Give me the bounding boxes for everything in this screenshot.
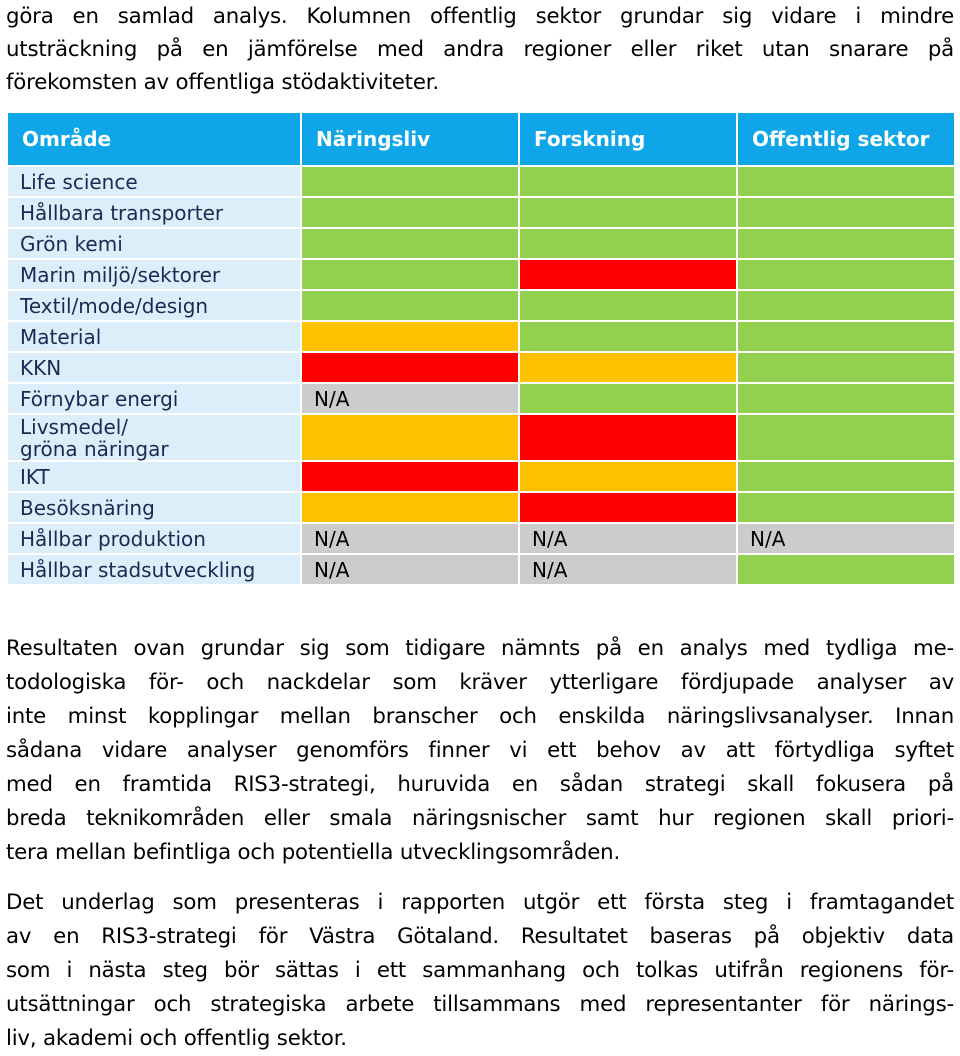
status-cell xyxy=(302,167,518,196)
basis-line: som i nästa steg bör sättas i ett sammanhang och tolkas utifrån regionens för- xyxy=(6,958,954,983)
result-line: med en framtida RIS3-strategi, huruvida en sådan strategi skall fokusera på xyxy=(6,772,954,797)
status-cell xyxy=(520,384,736,413)
row-area-label: Marin miljö/sektorer xyxy=(8,260,300,289)
row-area-label: Hållbar produktion xyxy=(8,524,300,553)
status-cell xyxy=(738,353,954,382)
status-cell xyxy=(302,260,518,289)
row-area-label: Grön kemi xyxy=(8,229,300,258)
table-row xyxy=(8,415,954,460)
status-cell xyxy=(738,555,954,584)
status-cell xyxy=(738,198,954,227)
status-cell: N/A xyxy=(302,384,518,413)
header-offentlig-sektor: Offentlig sektor xyxy=(738,113,954,165)
row-area-label: Life science xyxy=(8,167,300,196)
table-row xyxy=(8,229,954,258)
status-cell xyxy=(520,198,736,227)
basis-line: av en RIS3-strategi för Västra Götaland. Resultatet baseras på objektiv data xyxy=(6,924,954,949)
table-row xyxy=(8,353,954,382)
table-row xyxy=(8,198,954,227)
table-row xyxy=(8,462,954,491)
status-cell xyxy=(738,415,954,460)
table-row xyxy=(8,555,954,584)
status-cell xyxy=(738,322,954,351)
row-area-label: KKN xyxy=(8,353,300,382)
status-cell: N/A xyxy=(738,524,954,553)
intro-line: göra en samlad analys. Kolumnen offentlig sektor grundar sig vidare i mindre xyxy=(6,4,954,29)
status-cell xyxy=(302,493,518,522)
table-row xyxy=(8,524,954,553)
basis-paragraph xyxy=(6,886,954,1056)
status-cell xyxy=(302,322,518,351)
result-line: breda teknikområden eller smala näringsnischer samt hur regionen skall priori- xyxy=(6,806,954,831)
status-cell xyxy=(302,415,518,460)
result-line: Resultaten ovan grundar sig som tidigare nämnts på en analys med tydliga me- xyxy=(6,636,954,661)
status-cell xyxy=(738,167,954,196)
status-cell xyxy=(520,415,736,460)
intro-line: förekomsten av offentliga stödaktiviteter. xyxy=(6,70,439,95)
status-cell xyxy=(738,493,954,522)
status-cell xyxy=(738,384,954,413)
table-row xyxy=(8,167,954,196)
status-cell xyxy=(302,291,518,320)
status-cell xyxy=(520,167,736,196)
result-line: inte minst kopplingar mellan branscher och enskilda näringslivsanalyser. Innan xyxy=(6,704,954,729)
status-cell xyxy=(738,260,954,289)
status-cell xyxy=(738,229,954,258)
intro-paragraph xyxy=(6,0,954,99)
table-row xyxy=(8,260,954,289)
basis-line: liv, akademi och offentlig sektor. xyxy=(6,1026,347,1051)
row-area-label: Hållbar stadsutveckling xyxy=(8,555,300,584)
status-cell xyxy=(738,291,954,320)
table-row xyxy=(8,291,954,320)
result-paragraph xyxy=(6,632,954,870)
status-cell xyxy=(520,322,736,351)
header-forskning: Forskning xyxy=(520,113,736,165)
status-cell xyxy=(520,260,736,289)
status-cell: N/A xyxy=(520,524,736,553)
status-cell xyxy=(520,353,736,382)
row-area-label: Textil/mode/design xyxy=(8,291,300,320)
table-row xyxy=(8,384,954,413)
row-area-label: Besöksnäring xyxy=(8,493,300,522)
row-area-label: Livsmedel/ gröna näringar xyxy=(8,415,300,460)
header-naringsliv: Näringsliv xyxy=(302,113,518,165)
status-cell: N/A xyxy=(520,555,736,584)
status-cell xyxy=(738,462,954,491)
status-cell: N/A xyxy=(302,555,518,584)
row-area-label: Förnybar energi xyxy=(8,384,300,413)
basis-line: utsättningar och strategiska arbete tillsammans med representanter för närings- xyxy=(6,992,954,1017)
basis-line: Det underlag som presenteras i rapporten utgör ett första steg i framtagandet xyxy=(6,890,954,915)
status-cell xyxy=(302,462,518,491)
status-cell xyxy=(520,493,736,522)
assessment-table xyxy=(6,111,956,586)
row-area-label: IKT xyxy=(8,462,300,491)
status-cell xyxy=(520,291,736,320)
status-cell xyxy=(302,198,518,227)
status-cell: N/A xyxy=(302,524,518,553)
status-cell xyxy=(302,229,518,258)
status-cell xyxy=(302,353,518,382)
status-cell xyxy=(520,462,736,491)
result-line: sådana vidare analyser genomförs finner vi ett behov av att förtydliga syftet xyxy=(6,738,954,763)
row-area-label: Material xyxy=(8,322,300,351)
intro-line: utsträckning på en jämförelse med andra regioner eller riket utan snarare på xyxy=(6,37,954,62)
header-area: Område xyxy=(8,113,300,165)
result-line: tera mellan befintliga och potentiella utvecklingsområden. xyxy=(6,840,621,865)
status-cell xyxy=(520,229,736,258)
table-row xyxy=(8,322,954,351)
table-row xyxy=(8,493,954,522)
result-line: todologiska för- och nackdelar som kräver ytterligare fördjupade analyser av xyxy=(6,670,954,695)
table-header-row xyxy=(8,113,954,165)
row-area-label: Hållbara transporter xyxy=(8,198,300,227)
